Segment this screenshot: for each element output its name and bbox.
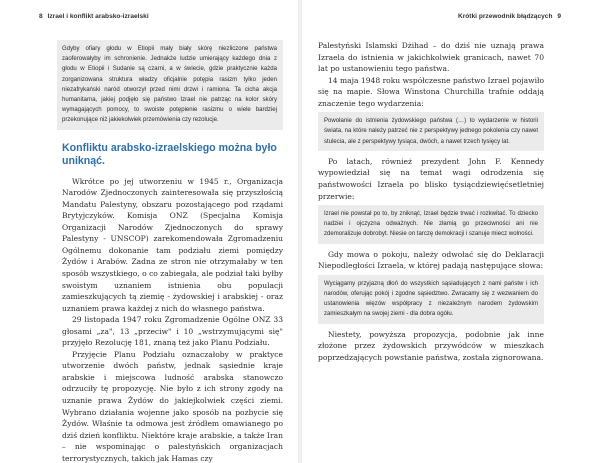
left-text-column xyxy=(62,40,283,463)
section-heading: Konfliktu arabsko-izraelskiego można było uniknąć. xyxy=(62,141,277,167)
body-paragraph: Niestety, powyższa propozycja, podobnie jak inne złożone przez żydowskich przywódców w mieszkach poprzedzających powstanie państwa, została zignorowana. xyxy=(318,329,544,362)
declaration-quote-box: Wyciągamy przyjazną dłoń do wszystkich sąsiadujących z nami państw i ich narodów, oferując pokój i zgodne sąsiedztwo. Zwracamy się z wezwaniem do ustanowienia więzów współpracy z niezależnym narodem żydowskim zamieszkałym na swojej ziemi - dla dobra ogółu. xyxy=(318,275,544,324)
body-paragraph: Palestyński Islamski Dżihad – do dziś nie uznają prawa Izraela do istnienia w jakichkolwiek granicach, nawet 70 lat po ustanowieniu tego państwa. xyxy=(318,41,544,74)
running-head-title-right: Krótki przewodnik błądzących xyxy=(457,13,553,20)
body-paragraph: Przyjęcie Planu Podziału oznaczałoby w praktyce utworzenie dwóch państw, jednak sąsiednie kraje arabskie i miejscowa ludność arabska stanowczo odrzuciły tę propozycję. Nie było z ich strony zgody na uznanie prawa Żydów do jakiejkolwiek części ziemi. Wybrano działania wojenne jako sposób na pozbycie się Żydów. Właśnie ta odmowa jest źródłem omawianego po dziś dzień konfliktu. Niektóre kraje arabskie, a także Iran – nie wspominając o palestyńskich organizacjach terrorystycznych, takich jak Hamas czy xyxy=(62,349,283,463)
churchill-quote-box: Powołanie do istnienia żydowskiego państwa (…) to wydarzenie w historii świata, na które należy patrzeć nie z perspektywy jednego pokolenia czy nawet stulecia, ale z perspektywy tysiąca, dwóch, a nawet trzech tysięcy lat. xyxy=(318,112,544,151)
body-paragraph: Wkrótce po jej utworzeniu w 1945 r., Organizacja Narodów Zjednoczonych zainteresowała się przyszłością Mandatu Palestyny, obszaru pozostającego pod rządami Brytyjczyków. Komisja ONZ (Specjalna Komisja Organizacji Narodów Zjednoczonych do sprawy Palestyny - UNSCOP) zarekomendowała Zgromadzeniu Ogólnemu dokonanie tam podziału ziemi pomiędzy Żydów i Arabów. Zadna ze stron nie otrzymałaby w ten sposób wszystkiego, o co zabiegała, ale podział taki byłby swoistym uznaniem istnienia obu populacji zamieszkujących tą ziemię - żydowskiej i arabskiej - oraz uznaniem prawa każdej z nich do własnego państwa. xyxy=(62,176,283,313)
left-page xyxy=(0,0,298,463)
running-head-right xyxy=(458,13,564,20)
body-paragraph: 14 maja 1948 roku współczesne państwo Izrael pojawiło się na mapie. Słowa Winstona Churchilla trafnie oddają znaczenie tego wydarzenia: xyxy=(318,75,544,108)
page-number-left: 8 xyxy=(39,13,43,20)
running-head-left xyxy=(36,13,149,20)
right-text-column xyxy=(318,40,544,363)
page-number-right: 9 xyxy=(557,13,561,20)
running-head-title-left: Izrael i konflikt arabsko-izraelski xyxy=(47,13,149,20)
body-paragraph: Po latach, również prezydent John F. Kennedy wypowiedział się na temat wagi odrodzenia się państwowości Izraela po blisko tysiącdziewięćsetletniej przerwie: xyxy=(318,156,544,201)
kennedy-quote-box: Izrael nie powstał po to, by zniknąć, Izrael będzie trwać i rozkwitać. To dziecko nadziei i ojczyzna odważnych. Nie złamią go przeciwności ani nie zdemoralizuje dobrobyt. Niesie on tarczę demokracji i szanuje miecz wolności. xyxy=(318,205,544,244)
intro-highlight-box: Gdyby ofiary głodu w Etiopii mały biały skórę niezliczone państwa zaoferowałyby im schronienie. Jednakże ludzie umierający każdego dnia z głodu w Etiopii i Sudanie są czarni, a w świecie, gdzie praktycznie każda zorganizowana struktura władzy oficjalnie potępia rasizm tylko jeden niezafrykański naród otworzył przed nimi drzwi i ramiona. Ta cicha akcja humanitarna, jakiej podjęło się państwo Izrael nie patrząc na kolor skóry wymagających pomocy, to swoiste potępienie rasizmu o wiele bardziej przekonujące niż jakiekolwiek przemówienia czy rezolucje. xyxy=(57,40,283,130)
body-paragraph: 29 listopada 1947 roku Zgromadzenie Ogólne ONZ 33 głosami „za", 13 „przeciw" i 10 „wstrzymującymi się" przyjęło Rezolucję 181, znaną też jako Planu Podziału. xyxy=(62,315,283,348)
body-paragraph: Gdy mowa o pokoju, należy odwołać się do Deklaracji Niepodległości Izraela, w której padają następujące słowa: xyxy=(318,249,544,271)
right-page xyxy=(302,0,600,463)
